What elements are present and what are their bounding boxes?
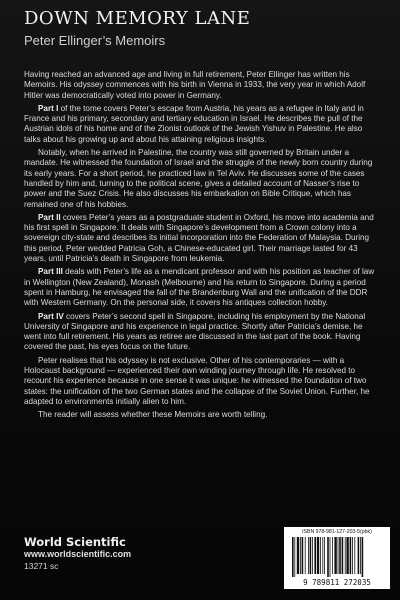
blurb-paragraph-part-4: Part IV covers Peter’s second spell in Singapore, including his employment by the National University of Singapore and his experience in legal practice. Shortly after Patricia’s demise, he went into full retirement. His years as retiree are discussed in the last part of the book. Having covered the past, his eyes focus on the future.: [24, 311, 366, 352]
barcode-panel: [284, 527, 390, 589]
blurb-paragraph-closing: The reader will assess whether these Memoirs are worth telling.: [38, 410, 268, 420]
product-code: 13271 sc: [24, 561, 59, 571]
part-label: Part III: [38, 267, 63, 277]
publisher-block: [24, 536, 131, 572]
blurb-paragraph-palestine: Notably, when he arrived in Palestine, the country was still governed by Britain under a mandate. He witnessed the foundation of Israel and the struggle of the newly born country during its early years. For a short period, he practiced law in Tel Aviv. He discusses some of the cases handled by him and, turning to the political scene, gives a detailed account of Nasser’s rise to power and the Suez Crisis. He also discusses his embarkation on Bible Critique, which has remained one of his hobbies.: [24, 148, 373, 209]
blurb-paragraph-part-1: Part I of the tome covers Peter’s escape from Austria, his years as a refugee in Italy and in France and his primary, secondary and tertiary education in Israel. He describes the pull of the Austrian idols of his home and of the Zionist outlook of the Jewish Yishuv in Palestine. He also talks about his growing up and about his attaining religious insights.: [24, 103, 364, 144]
blurb-paragraph-odyssey: Peter realises that his odyssey is not exclusive. Other of his contemporaries — with a Holocaust background — experienced their own winding journey through life. He resolved to recount his experience because in one sense it was unique: he witnessed the foundation of two states: the unification of the two German states and the collapse of the Soviet Union. Further, he adapted to environments initially alien to him.: [24, 355, 370, 406]
part-label: Part II: [38, 212, 61, 222]
blurb-paragraph-part-2: Part II covers Peter’s years as a postgraduate student in Oxford, his move into academia and his first spell in Singapore. It deals with Singapore’s development from a Crown colony into a sovereign city-state and describes its initial incorporation into the Federation of Malaysia. During this period, Peter wedded Patricia Goh, a Chinese-educated girl. Their marriage lasted for 43 years, until Patricia’s death in Singapore from leukemia.: [24, 212, 374, 264]
part-label: Part I: [38, 103, 59, 113]
barcode-icon: [290, 537, 384, 577]
blurb: [24, 70, 380, 424]
publisher-name: World Scientific: [24, 535, 126, 549]
book-subtitle: Peter Ellinger’s Memoirs: [24, 33, 166, 48]
barcode-number: 9 789811 272035: [303, 578, 371, 587]
publisher-url[interactable]: www.worldscientific.com: [24, 549, 132, 559]
blurb-paragraph-part-3: Part III deals with Peter’s life as a mendicant professor and with his position as teacher of law in Wellington (New Zealand), Monash (Melbourne) and his return to Singapore. During a period spent in Hamburg, he envisaged the fall of the Brandenburg Wall and the unification of the DDR with Western Germany. On the personal side, it covers his antiques collection hobby.: [24, 267, 375, 308]
book-title: DOWN MEMORY LANE: [24, 8, 251, 29]
blurb-paragraph-intro: Having reached an advanced age and living in full retirement, Peter Ellinger has written his Memoirs. His odyssey commences with his birth in Vienna in 1933, the very year in which Adolf Hitler was democratically voted into power in Germany.: [24, 70, 366, 100]
isbn-label: ISBN 978-981-127-203-5(pbk): [302, 529, 372, 535]
part-label: Part IV: [38, 311, 64, 321]
